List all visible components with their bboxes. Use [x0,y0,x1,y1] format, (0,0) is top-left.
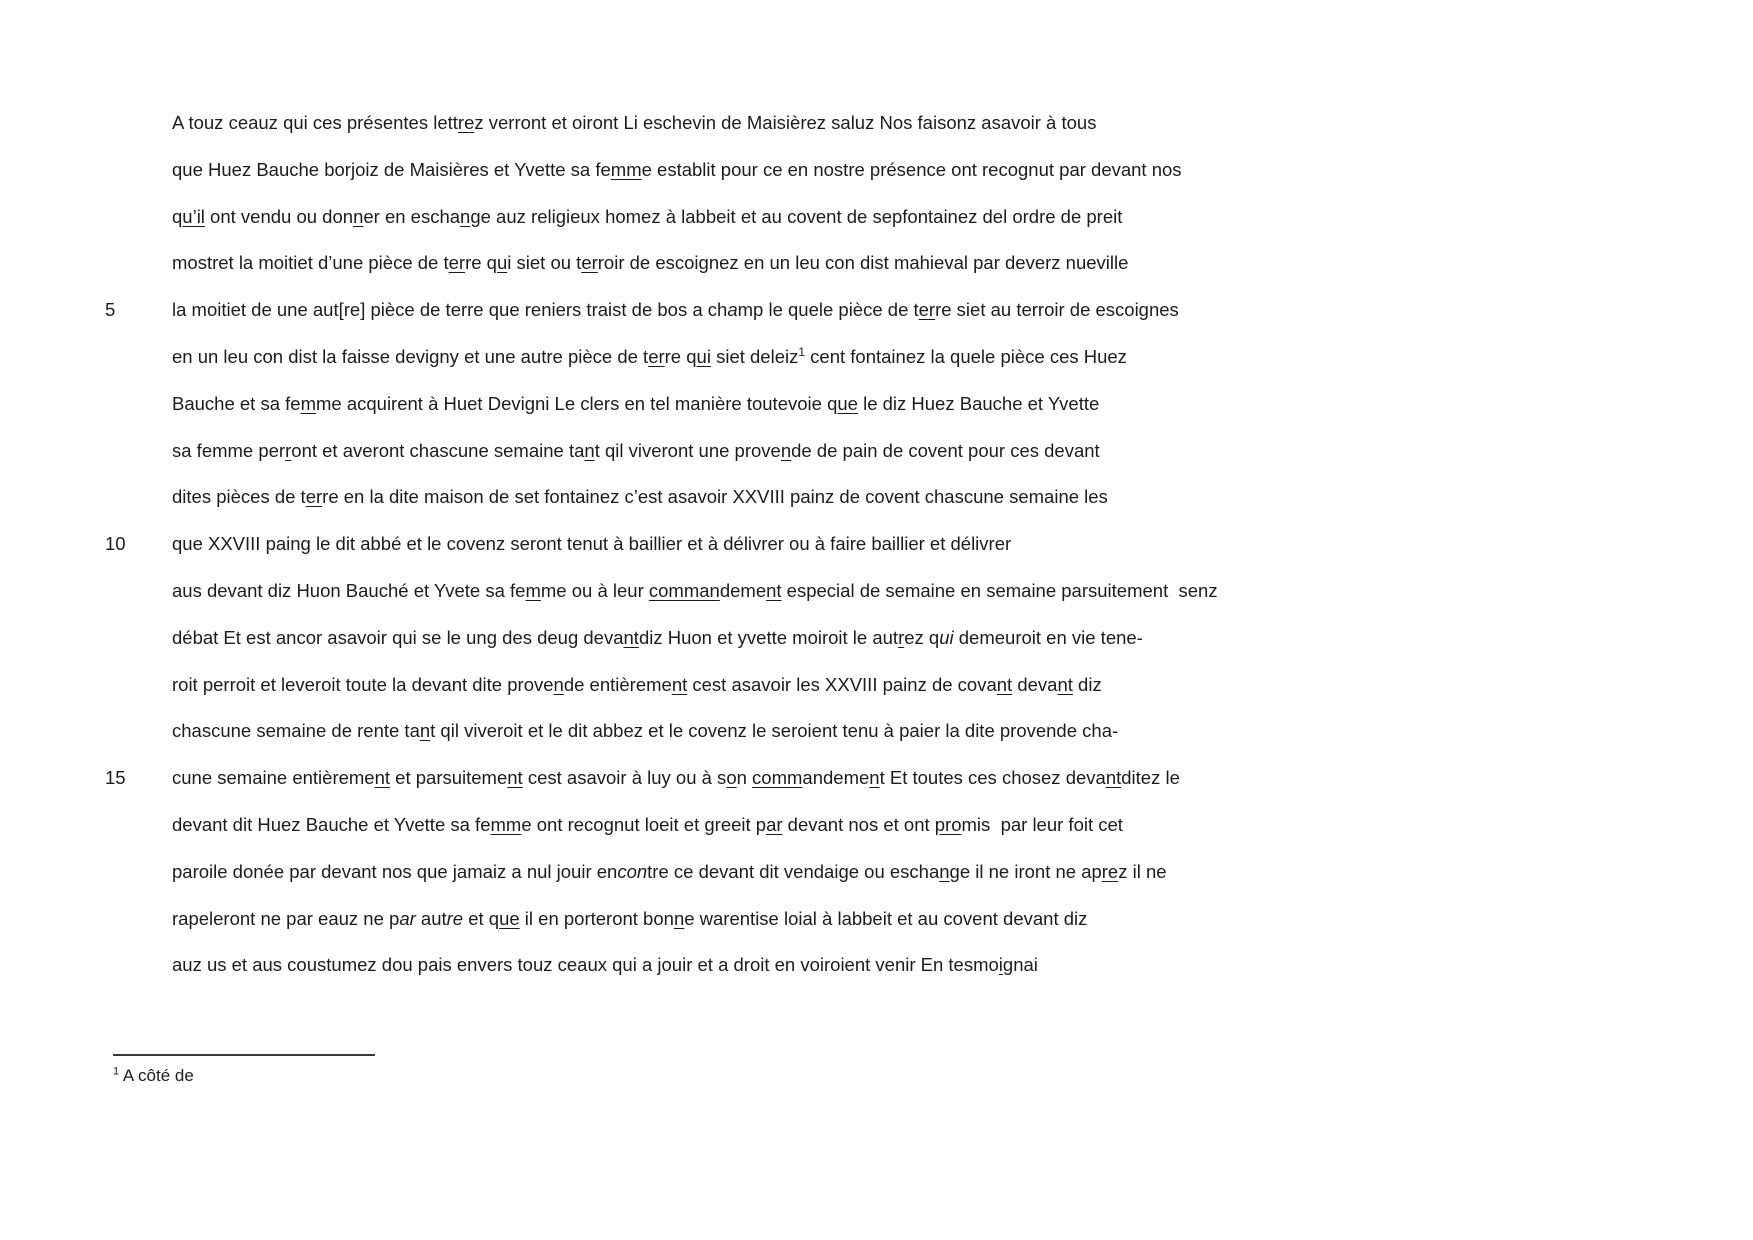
line-text: rapeleront ne par eauz ne par autre et que il en porteront bonne warentise loial à labbeit et au covent devant diz [172,907,1088,929]
line-text: en un leu con dist la faisse devigny et une autre pièce de terre qui siet deleiz$^1$ cent fontainez la quele pièce ces Huez [172,344,1127,367]
line-text: roit perroit et leveroit toute la devant dite provende entièrement cest asavoir les XXVIII painz de covant devant diz [172,673,1102,695]
document-line [105,334,1753,381]
document-line [105,428,1753,475]
line-text: qu’il ont vendu ou donner en eschange auz religieux homez à labbeit et au covent de sepfontainez del ordre de preit [172,205,1123,227]
document-line [105,147,1753,194]
line-number: 15 [105,767,126,789]
line-text: A touz ceauz qui ces présentes lettrez verront et oiront Li eschevin de Maisièrez saluz Nos faisonz asavoir à tous [172,112,1097,133]
document-line [105,568,1753,615]
document-line [105,662,1753,709]
document-line [105,802,1753,849]
line-text: dites pièces de terre en la dite maison de set fontainez c’est asavoir XXVIII painz de covent chascune semaine les [172,486,1108,508]
document-line [105,521,1753,568]
document-line [105,287,1753,334]
document-line [105,194,1753,241]
line-text: devant dit Huez Bauche et Yvette sa femme ont recognut loeit et greeit par devant nos et ont promis par leur foit cet [172,813,1123,835]
line-number: 5 [105,299,116,321]
line-text: que Huez Bauche borjoiz de Maisières et Yvette sa femme establit pour ce en nostre présence ont recognut par devant nos [172,158,1182,180]
document-line [105,942,1753,989]
line-text: paroile donée par devant nos que jamaiz a nul jouir encontre ce devant dit vendaige ou eschange il ne iront ne aprez il ne [172,860,1167,882]
document-line [105,100,1753,147]
footnote-separator [113,1054,375,1056]
line-text: chascune semaine de rente tant qil viveroit et le dit abbez et le covenz le seroient tenu à paier la dite provende cha- [172,720,1119,742]
document-line [105,240,1753,287]
document-line [105,381,1753,428]
line-text: débat Et est ancor asavoir qui se le ung des deug devantdiz Huon et yvette moiroit le autrez qui demeuroit en vie tene- [172,626,1143,648]
document-line [105,615,1753,662]
line-text: Bauche et sa femme acquirent à Huet Devigni Le clers en tel manière toutevoie que le diz Huez Bauche et Yvette [172,392,1100,414]
line-number: 10 [105,533,126,555]
document-line [105,474,1753,521]
footnote-marker: 1 [113,1065,120,1078]
line-text: cune semaine entièrement et parsuitement cest asavoir à luy ou à son commandement Et toutes ces chosez devantditez le [172,767,1180,789]
line-text: que XXVIII paing le dit abbé et le covenz seront tenut à baillier et à délivrer ou à faire baillier et délivrer [172,533,1012,555]
line-text: sa femme perront et averont chascune semaine tant qil viveront une provende de pain de covent pour ces devant [172,439,1100,461]
line-text: aus devant diz Huon Bauché et Yvete sa femme ou à leur commandement especial de semaine en semaine parsuitement senz [172,579,1218,601]
footnote [113,1066,1753,1086]
line-text: auz us et aus coustumez dou pais envers touz ceaux qui a jouir et a droit en voiroient venir En tesmoignai [172,954,1038,976]
document-line [105,849,1753,896]
line-text: mostret la moitiet d’une pièce de terre qui siet ou terroir de escoignez en un leu con dist mahieval par deverz nueville [172,252,1129,274]
footnote-text: A côté de [122,1066,194,1086]
document-line [105,755,1753,802]
document-line [105,708,1753,755]
document-line [105,896,1753,943]
line-text: la moitiet de une aut[re] pièce de terre que reniers traist de bos a champ le quele pièce de terre siet au terroir de escoignes [172,299,1179,321]
